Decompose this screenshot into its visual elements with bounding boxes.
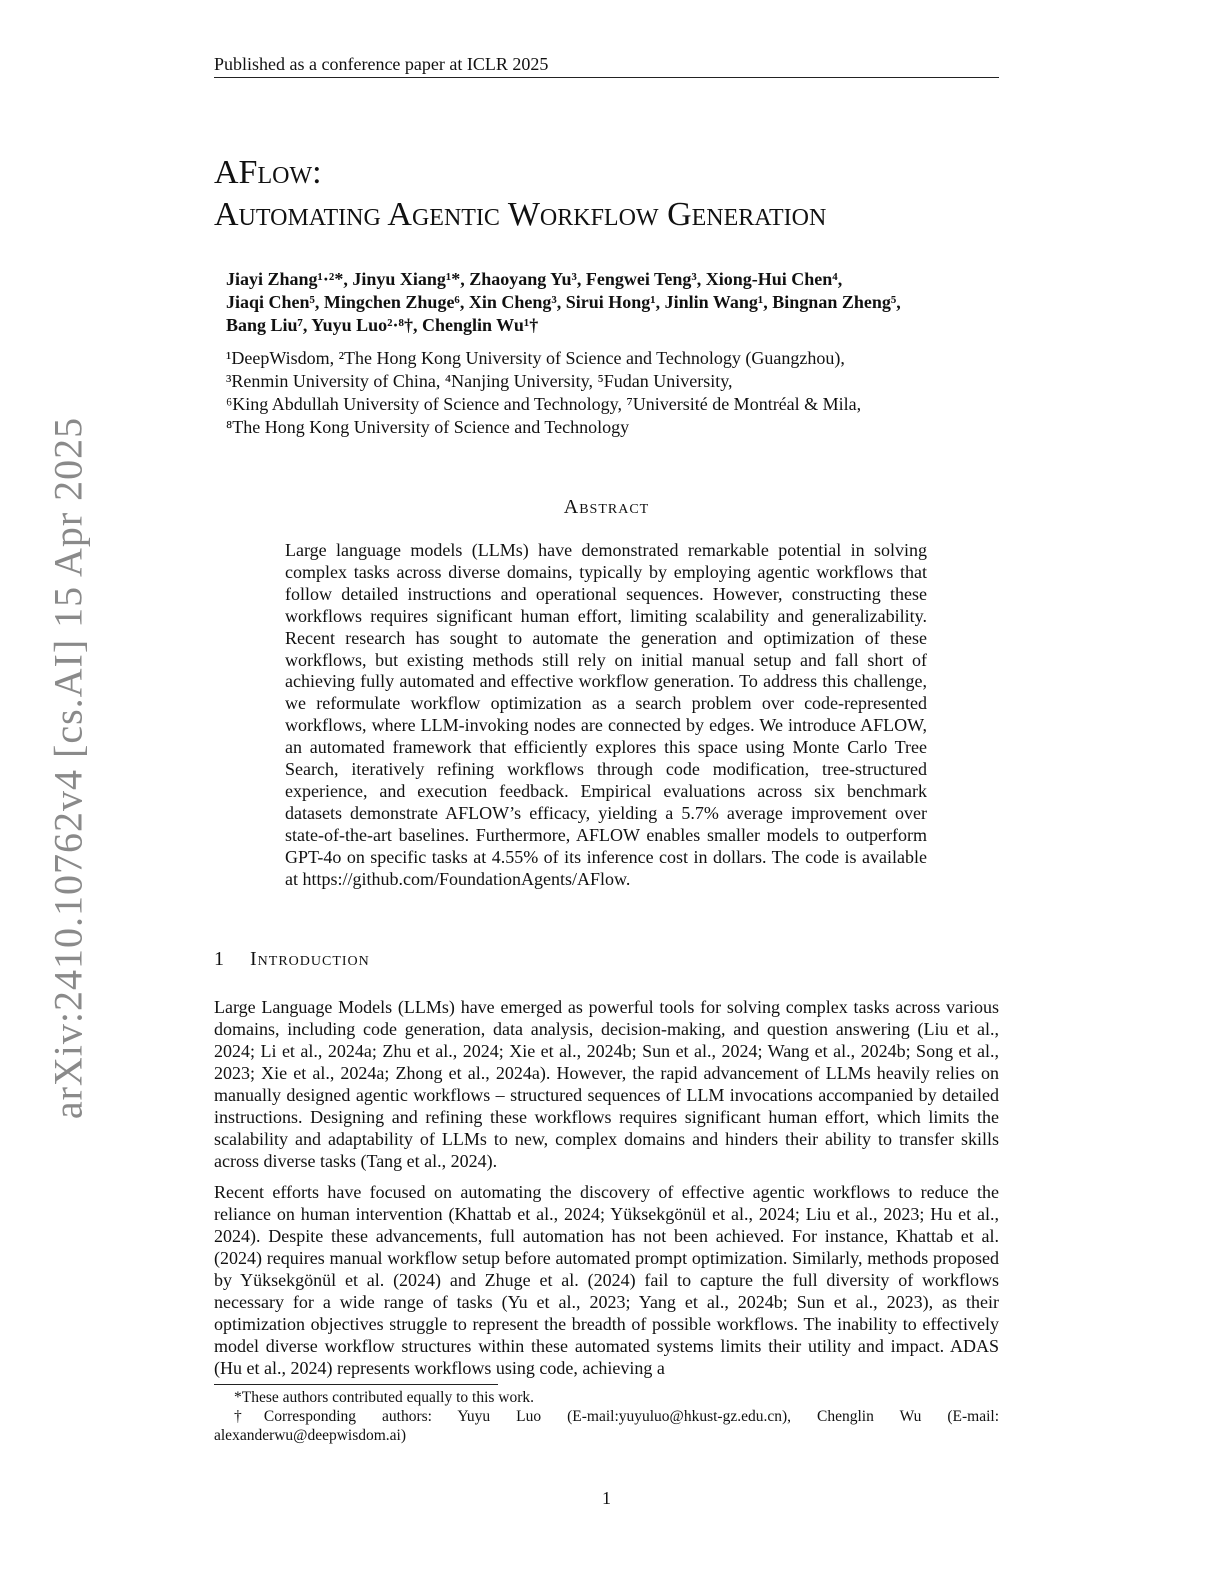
title-line-1: AFlow: (214, 154, 322, 191)
affiliation-line-3: ⁶King Abdullah University of Science and Technology, ⁷Université de Montréal & Mila, (226, 394, 862, 414)
title-line-2: Automating Agentic Workflow Generation (214, 196, 827, 233)
page-number: 1 (602, 1488, 611, 1508)
author-line-3: Bang Liu⁷, Yuyu Luo²·⁸†, Chenglin Wu¹† (226, 315, 539, 335)
arxiv-identifier-stamp: arXiv:2410.10762v4 [cs.AI] 15 Apr 2025 (45, 416, 91, 1120)
footnote-corresponding-authors: †Corresponding authors: Yuyu Luo (E-mail:yuyuluo@hkust-gz.edu.cn), Chenglin Wu (E-mail: alexanderwu@deepwisdom.ai) (214, 1408, 999, 1444)
introduction-heading (214, 948, 999, 971)
affiliation-line-4: ⁸The Hong Kong University of Science and Technology (226, 417, 630, 437)
author-line-2: Jiaqi Chen⁵, Mingchen Zhuge⁶, Xin Cheng³, Sirui Hong¹, Jinlin Wang¹, Bingnan Zheng⁵, (226, 292, 901, 312)
running-header: Published as a conference paper at ICLR 2025 (214, 53, 999, 78)
affiliation-line-2: ³Renmin University of China, ⁴Nanjing University, ⁵Fudan University, (226, 371, 733, 391)
affiliation-line-1: ¹DeepWisdom, ²The Hong Kong University of Science and Technology (Guangzhou), (226, 348, 845, 368)
intro-paragraph-1: Large Language Models (LLMs) have emerged as powerful tools for solving complex tasks across various domains, including code generation, data analysis, decision-making, and question answering (Liu et al., 2024; Li et al., 2024a; Zhu et al., 2024; Xie et al., 2024b; Sun et al., 2024; Wang et al., 2024b; Song et al., 2023; Xie et al., 2024a; Zhong et al., 2024a). However, the rapid advancement of LLMs heavily relies on manually designed agentic workflows – structured sequences of LLM invocations accompanied by detailed instructions. Designing and refining these workflows requires significant human effort, which limits the scalability and adaptability of LLMs to new, complex domains and hinders their ability to transfer skills across diverse tasks (Tang et al., 2024). (214, 997, 999, 1171)
paper-title (214, 152, 1014, 236)
footnotes (214, 1388, 999, 1445)
section-number: 1 (214, 948, 225, 970)
intro-paragraph-2: Recent efforts have focused on automating the discovery of effective agentic workflows to reduce the reliance on human intervention (Khattab et al., 2024; Yüksekgönül et al., 2024; Liu et al., 2023; Hu et al., 2024). Despite these advancements, full automation has not been achieved. For instance, Khattab et al. (2024) requires manual workflow setup before automated prompt optimization. Similarly, methods proposed by Yüksekgönül et al. (2024) and Zhuge et al. (2024) fail to capture the full diversity of workflows necessary for a wide range of tasks (Yu et al., 2023; Yang et al., 2024b; Sun et al., 2023), as their optimization objectives struggle to represent the breadth of possible workflows. The inability to effectively model diverse workflow structures within these automated systems limits their utility and impact. ADAS (Hu et al., 2024) represents workflows using code, achieving a (214, 1182, 999, 1378)
affiliation-list (226, 347, 1016, 439)
footnote-equal-contribution: *These authors contributed equally to this work. (234, 1389, 535, 1406)
footnote-divider (214, 1384, 498, 1385)
author-list (226, 268, 1016, 337)
abstract-heading: Abstract (563, 496, 650, 518)
abstract-text: Large language models (LLMs) have demonstrated remarkable potential in solving complex tasks across diverse domains, typically by employing agentic workflows that follow detailed instructions and operational sequences. However, constructing these workflows requires significant human effort, limiting scalability and generalizability. Recent research has sought to automate the generation and optimization of these workflows, but existing methods still rely on initial manual setup and fall short of achieving fully automated and effective workflow generation. To address this challenge, we reformulate workflow optimization as a search problem over code-represented workflows, where LLM-invoking nodes are connected by edges. We introduce AFLOW, an automated framework that efficiently explores this space using Monte Carlo Tree Search, iteratively refining workflows through code modification, tree-structured experience, and execution feedback. Empirical evaluations across six benchmark datasets demonstrate AFLOW’s efficacy, yielding a 5.7% average improvement over state-of-the-art baselines. Furthermore, AFLOW enables smaller models to outperform GPT-4o on specific tasks at 4.55% of its inference cost in dollars. The code is available at https://github.com/FoundationAgents/AFlow. (285, 540, 927, 889)
section-title: Introduction (250, 948, 370, 970)
author-line-1: Jiayi Zhang¹·²*, Jinyu Xiang¹*, Zhaoyang Yu³, Fengwei Teng³, Xiong-Hui Chen⁴, (226, 269, 843, 289)
